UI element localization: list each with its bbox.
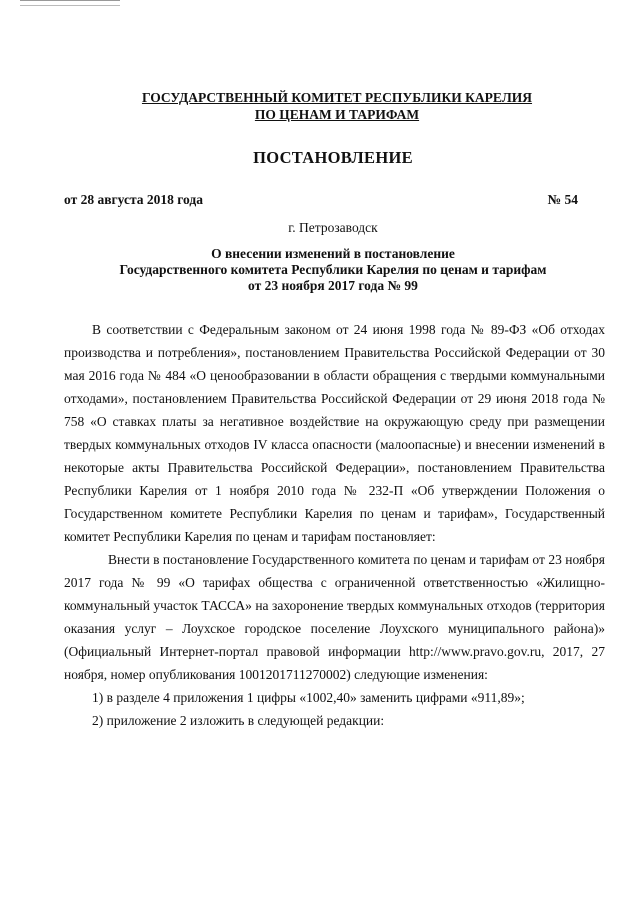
- amendment-item-2: 2) приложение 2 изложить в следующей редакции:: [92, 713, 385, 728]
- scan-artifact: [20, 0, 120, 6]
- issuer-line-2: ПО ЦЕНАМ И ТАРИФАМ: [254, 107, 420, 122]
- document-body: [64, 318, 605, 732]
- document-subject: [0, 246, 640, 294]
- document-city: г. Петрозаводск: [288, 220, 378, 235]
- decree-paragraph: Внести в постановление Государственного комитета по ценам и тарифам от 23 ноября 2017 года № 99 «О тарифах общества с ограниченной ответственностью «Жилищно-коммунальный участок ТАССА» на захоронение твердых коммунальных отходов (территория оказания услуг – Лоухское городское поселение Лоухского муниципального района)» (Официальный Интернет-портал правовой информации http://www.pravo.gov.ru, 2017, 27 ноября, номер опубликования 1001201711270002) следующие изменения:: [64, 552, 605, 682]
- document-date: от 28 августа 2018 года: [64, 192, 203, 207]
- amendment-item-1: 1) в разделе 4 приложения 1 цифры «1002,40» заменить цифрами «911,89»;: [92, 690, 525, 705]
- issuer-header: [0, 89, 640, 123]
- subject-line-2: Государственного комитета Республики Карелия по ценам и тарифам: [119, 262, 547, 277]
- subject-line-3: от 23 ноября 2017 года № 99: [248, 278, 418, 293]
- subject-line-1: О внесении изменений в постановление: [211, 246, 455, 261]
- document-title: ПОСТАНОВЛЕНИЕ: [253, 148, 413, 167]
- issuer-line-1: ГОСУДАРСТВЕННЫЙ КОМИТЕТ РЕСПУБЛИКИ КАРЕЛИЯ: [141, 90, 533, 105]
- document-number: № 54: [547, 192, 578, 207]
- preamble-paragraph: В соответствии с Федеральным законом от 24 июня 1998 года № 89-ФЗ «Об отходах производства и потребления», постановлением Правительства Российской Федерации от 30 мая 2016 года № 484 «О ценообразовании в области обращения с твердыми коммунальными отходами», постановлением Правительства Российской Федерации от 29 июня 2018 года № 758 «О ставках платы за негативное воздействие на окружающую среду при размещении твердых коммунальных отходов IV класса опасности (малоопасные) и внесении изменений в некоторые акты Правительства Российской Федерации», постановлением Правительства Республики Карелия от 1 ноября 2010 года № 232-П «Об утверждении Положения о Государственном комитете Республики Карелия по ценам и тарифам», Государственный комитет Республики Карелия по ценам и тарифам постановляет:: [64, 322, 605, 544]
